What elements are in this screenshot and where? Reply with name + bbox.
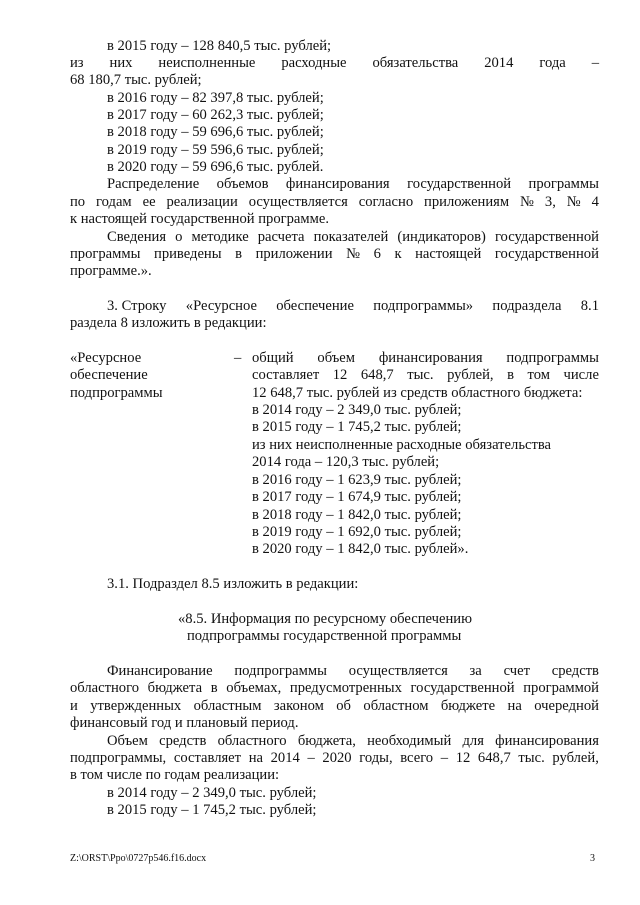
word: бюджете [440,698,496,714]
word: на [507,698,522,714]
dist-line-3: к настоящей государственной программе. [70,211,330,227]
word: подпрограммы [234,663,327,679]
word: программой [523,680,599,696]
word: на [248,750,263,766]
word: общий [252,350,294,366]
word: подпрограммы [506,350,599,366]
word: объемах, [226,680,282,696]
word: в [507,367,515,383]
item3-line-2: раздела 8 изложить в редакции: [70,315,267,331]
table-right-4: в 2014 году – 2 349,0 тыс. рублей; [252,402,462,418]
word: всего [400,750,434,766]
word: очередной [534,698,599,714]
word: областного [217,733,287,749]
word: рублей, [447,367,494,383]
word: годы, [359,750,393,766]
table-right-2 [252,367,599,384]
word: Финансирование [107,663,213,679]
word: – [440,750,449,766]
table-right-10: в 2018 году – 1 842,0 тыс. рублей; [252,507,462,523]
word: года [539,55,566,71]
word: приложениям [424,194,510,210]
word: (индикаторов) [397,229,486,245]
word: предусмотренных [289,680,402,696]
vol-line-1 [107,733,599,750]
vol-line-2 [70,750,599,767]
table-right-6: из них неисполненные расходные обязательства [252,437,551,453]
word: финансирования [378,350,483,366]
word: финансирования [495,733,599,749]
word: подпрограммы» [373,298,474,314]
word: рублей, [552,750,599,766]
word: за [469,663,482,679]
word: государственной [494,229,599,245]
word: 648,7 [360,367,394,383]
word: настоящей [415,246,482,262]
word: по [70,194,86,210]
word: ее [142,194,156,210]
word: 648,7 [477,750,511,766]
section-heading-line-2: подпрограммы государственной программы [187,628,462,644]
word: законом [273,698,324,714]
word: осуществляется [348,663,448,679]
table-right-8: в 2016 году – 1 623,9 тыс. рублей; [252,472,462,488]
word: подраздела [492,298,562,314]
word: 4 [591,194,599,210]
table-right-3: 12 648,7 тыс. рублей из средств областного бюджета: [252,385,583,401]
word: о [175,229,183,245]
intro-line-5: в 2017 году – 60 262,3 тыс. рублей; [107,107,324,123]
word: областного [70,680,139,696]
word: осуществляется [248,194,348,210]
word: 8.1 [580,298,599,314]
fin-line-3 [70,698,599,715]
word: утвержденных [90,698,182,714]
word: бюджета, [297,733,356,749]
word: и [70,698,78,714]
word: бюджета [147,680,203,696]
vol-line-5: в 2015 году – 1 745,2 тыс. рублей; [107,802,317,818]
fin-line-1 [107,663,599,680]
word: 2020 [322,750,352,766]
intro-line-8: в 2020 году – 59 696,6 тыс. рублей. [107,159,324,175]
table-right-9: в 2017 году – 1 674,9 тыс. рублей; [252,489,462,505]
word: государственной [407,176,512,192]
word: счет [503,663,530,679]
word: № [346,246,361,262]
table-left-2: обеспечение [70,367,148,383]
word: государственной [410,680,515,696]
word: – [591,55,599,71]
word: областным [193,698,262,714]
word: № [520,194,534,210]
word: реализации [166,194,238,210]
word: из [70,55,84,71]
word: «Ресурсное [185,298,257,314]
footer-file-path: Z:\ORST\Ppo\0727p546.f16.docx [70,853,207,864]
item3-line-1 [107,298,599,315]
word: составляет [173,750,242,766]
method-line-2 [70,246,599,263]
word: объемов [216,176,269,192]
intro-line-4: в 2016 году – 82 397,8 тыс. рублей; [107,90,324,106]
table-right-7: 2014 года – 120,3 тыс. рублей; [252,454,440,470]
item31-line-1: 3.1. Подраздел 8.5 изложить в редакции: [107,576,359,592]
word: 3, [544,194,556,210]
word: Сведения [107,229,167,245]
word: тыс. [407,367,434,383]
word: – [307,750,315,766]
word: 12 [332,367,348,383]
word: расходные [281,55,347,71]
word: средств [551,663,599,679]
section-heading-line-1: «8.5. Информация по ресурсному обеспечению [178,611,472,627]
word: объем [317,350,356,366]
word: об [336,698,351,714]
word: приложении [255,246,333,262]
table-right-5: в 2015 году – 1 745,2 тыс. рублей; [252,419,462,435]
word: обеспечение [276,298,354,314]
word: необходимый [367,733,452,749]
word: неисполненные [158,55,256,71]
table-dash: – [234,350,242,366]
table-right-12: в 2020 году – 1 842,0 тыс. рублей». [252,541,469,557]
intro-line-1: в 2015 году – 128 840,5 тыс. рублей; [107,38,332,54]
dist-line-2 [70,194,599,211]
fin-line-2 [70,680,599,697]
word: тыс. [518,750,545,766]
word: областном [363,698,429,714]
method-line-3: программе.». [70,263,152,279]
word: для [462,733,484,749]
word: в [210,680,218,696]
intro-line-2 [70,55,599,72]
intro-line-7: в 2019 году – 59 596,6 тыс. рублей; [107,142,324,158]
word: числе [563,367,599,383]
vol-line-3: в том числе по годам реализации: [70,767,280,783]
fin-line-4: финансовый год и плановый период. [70,715,299,731]
table-right-11: в 2019 году – 1 692,0 тыс. рублей; [252,524,462,540]
word: 12 [455,750,471,766]
word: обязательства [372,55,459,71]
word: № [566,194,581,210]
table-left-1: «Ресурсное [70,350,142,366]
word: приведены [154,246,222,262]
word: подпрограммы, [70,750,167,766]
table-left-3: подпрограммы [70,385,163,401]
word: 2014 [484,55,514,71]
word: финансирования [285,176,390,192]
word: программы [70,246,141,262]
word: составляет [252,367,320,383]
word: 6 [373,246,381,262]
word: методике [191,229,249,245]
word: них [109,55,133,71]
word: к [394,246,402,262]
word: государственной [494,246,599,262]
method-line-1 [107,229,599,246]
table-right-1 [252,350,599,367]
word: в [235,246,243,262]
vol-line-4: в 2014 году – 2 349,0 тыс. рублей; [107,785,317,801]
word: средств [159,733,207,749]
dist-line-1 [107,176,599,193]
word: программы [528,176,599,192]
word: согласно [358,194,414,210]
word: том [527,367,550,383]
word: 2014 [270,750,300,766]
word: Объем [107,733,148,749]
intro-line-3: 68 180,7 тыс. рублей; [70,72,202,88]
word: Распределение [107,176,200,192]
intro-line-6: в 2018 году – 59 696,6 тыс. рублей; [107,124,324,140]
word: годам [96,194,132,210]
word: 3. Строку [107,298,167,314]
word: показателей [313,229,389,245]
page-number: 3 [590,853,595,864]
word: расчета [257,229,305,245]
